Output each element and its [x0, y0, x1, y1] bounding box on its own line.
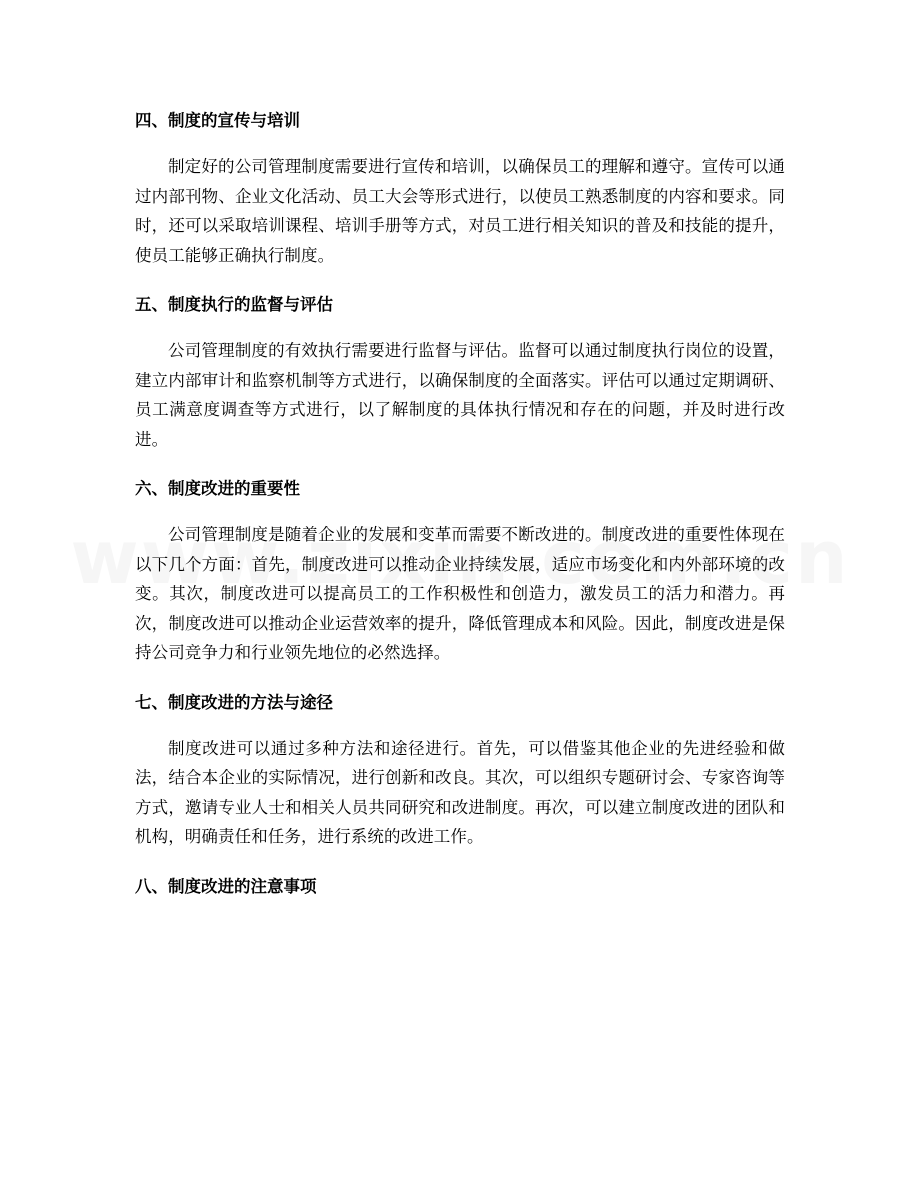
- section-heading: 六、制度改进的重要性: [135, 479, 300, 498]
- section-5: [135, 286, 785, 454]
- section-6: [135, 470, 785, 668]
- section-heading: 八、制度改进的注意事项: [135, 876, 317, 896]
- section-8: [135, 868, 785, 906]
- document-page: [135, 102, 785, 906]
- section-paragraph: 公司管理制度是随着企业的发展和变革而需要不断改进的。制度改进的重要性体现在以下几个方面：首先，制度改进可以推动企业持续发展，适应市场变化和内外部环境的改变。其次，制度改进可以提高员工的工作积极性和创造力，激发员工的活力和潜力。再次，制度改进可以推动企业运营效率的提升，降低管理成本和风险。因此，制度改进是保持公司竞争力和行业领先地位的必然选择。: [135, 525, 785, 662]
- section-heading: 五、制度执行的监督与评估: [135, 295, 333, 314]
- section-heading: 四、制度的宣传与培训: [135, 111, 300, 130]
- section-7: [135, 684, 785, 852]
- section-4: [135, 102, 785, 270]
- section-paragraph: 制度改进可以通过多种方法和途径进行。首先，可以借鉴其他企业的先进经验和做法，结合本企业的实际情况，进行创新和改良。其次，可以组织专题研讨会、专家咨询等方式，邀请专业人士和相关人员共同研究和改进制度。再次，可以建立制度改进的团队和机构，明确责任和任务，进行系统的改进工作。: [135, 738, 785, 846]
- section-paragraph: 公司管理制度的有效执行需要进行监督与评估。监督可以通过制度执行岗位的设置，建立内部审计和监察机制等方式进行，以确保制度的全面落实。评估可以通过定期调研、员工满意度调查等方式进行，以了解制度的具体执行情况和存在的问题，并及时进行改进。: [135, 341, 785, 449]
- section-paragraph: 制定好的公司管理制度需要进行宣传和培训，以确保员工的理解和遵守。宣传可以通过内部刊物、企业文化活动、员工大会等形式进行，以使员工熟悉制度的内容和要求。同时，还可以采取培训课程、培训手册等方式，对员工进行相关知识的普及和技能的提升，使员工能够正确执行制度。: [135, 157, 785, 265]
- section-heading: 七、制度改进的方法与途径: [135, 692, 333, 712]
